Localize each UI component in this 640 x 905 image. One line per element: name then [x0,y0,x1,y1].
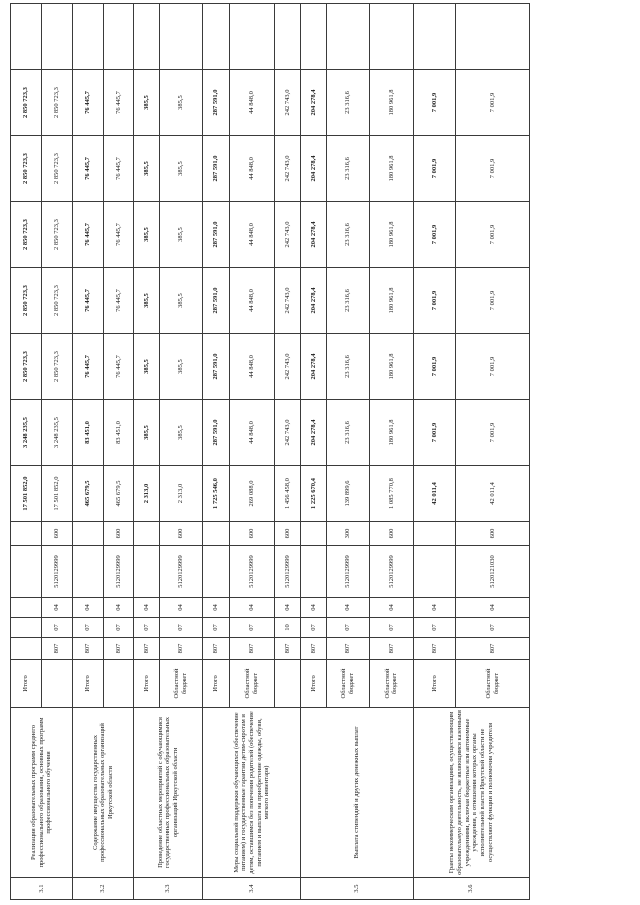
year-amount-cell: 7 001,9 [413,136,456,202]
year-amount-cell: 3 248 235,5 [41,400,72,466]
year-amount-cell: 7 001,9 [413,334,456,400]
margin-cell [301,4,326,70]
rotated-table-sheet [10,0,530,900]
year-amount-cell: 23 316,6 [326,334,370,400]
total-amount-cell: 1 725 546,0 [203,466,229,522]
expense-type-cell: 600 [103,522,134,546]
year-amount-cell: 44 848,0 [229,70,274,136]
funding-source-cell: Областной бюджет [326,660,370,708]
year-amount-cell: 2 850 723,3 [41,334,72,400]
table-row [301,0,326,900]
subsection-cell: 04 [326,598,370,618]
year-amount-cell: 2 850 723,3 [41,268,72,334]
year-amount-cell: 385,5 [134,70,159,136]
year-amount-cell: 2 850 723,3 [11,70,42,136]
row-number-cell: 3.2 [72,878,134,900]
year-amount-cell: 23 316,6 [326,400,370,466]
year-amount-cell: 385,5 [159,268,203,334]
section-cell: 07 [72,618,103,638]
measure-name-cell: Реализация образовательных программ среднего профессионального образования, основных программ профессионального обучения [11,708,73,878]
total-amount-cell: 465 679,5 [72,466,103,522]
year-amount-cell: 204 278,4 [301,70,326,136]
year-amount-cell: 2 850 723,3 [41,202,72,268]
grbs-cell: 807 [370,638,414,660]
year-amount-cell: 76 445,7 [103,136,134,202]
expense-type-cell: 600 [159,522,203,546]
measure-name-cell: Меры социальной поддержки обучающихся (обеспечение питанием) и государственные гарантии детям-сиротам и детям, оставшимся без попечения родителей (обеспечение питанием и выплата на приобретение одежды, обуви, мягкого инвентаря) [203,708,301,878]
year-amount-cell: 44 848,0 [229,334,274,400]
total-amount-cell: 2 313,0 [159,466,203,522]
grbs-cell: 807 [229,638,274,660]
year-amount-cell: 76 445,7 [72,334,103,400]
total-amount-cell: 17 501 852,0 [11,466,42,522]
year-amount-cell: 23 316,6 [326,268,370,334]
year-amount-cell: 76 445,7 [103,334,134,400]
year-amount-cell: 385,5 [159,400,203,466]
measure-name-cell: Выплата стипендий и других денежных выплат [301,708,413,878]
funding-source-cell: Областной бюджет [456,660,530,708]
year-amount-cell: 287 591,0 [203,268,229,334]
measure-name-cell: Содержание имущества государственных профессиональных образовательных организаций Иркутской области [72,708,134,878]
year-amount-cell: 7 001,9 [456,136,530,202]
table-row [413,0,456,900]
margin-cell [456,4,530,70]
year-amount-cell: 242 743,0 [274,136,300,202]
grbs-cell: 807 [326,638,370,660]
grbs-cell [11,638,42,660]
year-amount-cell: 76 445,7 [72,268,103,334]
year-amount-cell: 83 451,0 [103,400,134,466]
year-amount-cell: 385,5 [134,136,159,202]
target-article-cell: 5120121030 [456,546,530,598]
year-amount-cell: 242 743,0 [274,334,300,400]
target-article-cell: 5120129999 [229,546,274,598]
total-amount-cell: 1 085 770,8 [370,466,414,522]
year-amount-cell: 76 445,7 [72,136,103,202]
grbs-cell: 807 [203,638,229,660]
measure-name-cell: Гранты некоммерческим организациям, осуществляющим образовательную деятельность, не являющимся казенными учреждениями, включая бюджетные или автономные учреждения, в отношении которых органы исполнительной власти Иркутской области не осуществляют функции и полномочия учредителя [413,708,529,878]
subsection-cell: 04 [274,598,300,618]
margin-cell [326,4,370,70]
funding-source-cell [41,660,72,708]
year-amount-cell: 76 445,7 [103,70,134,136]
year-amount-cell: 180 961,8 [370,334,414,400]
table-row [72,0,103,900]
year-amount-cell: 385,5 [134,400,159,466]
expense-type-cell [203,522,229,546]
section-cell: 07 [229,618,274,638]
margin-cell [11,4,42,70]
expense-type-cell: 600 [229,522,274,546]
budget-table-body [11,0,530,900]
row-number-cell: 3.1 [11,878,73,900]
target-article-cell: 5120129999 [159,546,203,598]
expense-type-cell [11,522,42,546]
year-amount-cell: 7 001,9 [456,400,530,466]
total-amount-cell: 42 011,4 [413,466,456,522]
expense-type-cell: 600 [370,522,414,546]
total-amount-cell: 269 088,0 [229,466,274,522]
target-article-cell [203,546,229,598]
year-amount-cell: 204 278,4 [301,334,326,400]
target-article-cell: 5120129999 [274,546,300,598]
year-amount-cell: 76 445,7 [72,202,103,268]
total-amount-cell: 465 679,5 [103,466,134,522]
section-cell: 07 [301,618,326,638]
year-amount-cell: 204 278,4 [301,136,326,202]
margin-cell [72,4,103,70]
funding-source-cell: Итого [413,660,456,708]
expense-type-cell: 600 [274,522,300,546]
year-amount-cell: 385,5 [159,136,203,202]
total-amount-cell: 1 456 458,0 [274,466,300,522]
grbs-cell: 807 [134,638,159,660]
margin-cell [203,4,229,70]
year-amount-cell: 385,5 [159,202,203,268]
year-amount-cell: 2 850 723,3 [41,136,72,202]
expense-type-cell [134,522,159,546]
subsection-cell [11,598,42,618]
year-amount-cell: 2 850 723,3 [11,268,42,334]
total-amount-cell: 42 011,4 [456,466,530,522]
year-amount-cell: 44 848,0 [229,136,274,202]
target-article-cell [413,546,456,598]
section-cell [11,618,42,638]
year-amount-cell: 76 445,7 [72,70,103,136]
year-amount-cell: 385,5 [134,202,159,268]
year-amount-cell: 242 743,0 [274,202,300,268]
margin-cell [41,4,72,70]
margin-cell [159,4,203,70]
year-amount-cell: 7 001,9 [413,400,456,466]
subsection-cell: 04 [159,598,203,618]
funding-source-cell: Итого [72,660,103,708]
funding-source-cell: Областной бюджет [229,660,274,708]
margin-cell [370,4,414,70]
funding-source-cell: Итого [203,660,229,708]
total-amount-cell: 17 501 852,0 [41,466,72,522]
grbs-cell: 807 [274,638,300,660]
year-amount-cell: 23 316,6 [326,136,370,202]
total-amount-cell: 1 225 670,4 [301,466,326,522]
year-amount-cell: 7 001,9 [456,70,530,136]
year-amount-cell: 242 743,0 [274,400,300,466]
year-amount-cell: 385,5 [159,70,203,136]
year-amount-cell: 204 278,4 [301,202,326,268]
year-amount-cell: 23 316,6 [326,70,370,136]
year-amount-cell: 2 850 723,3 [41,70,72,136]
section-cell: 07 [103,618,134,638]
row-number-cell: 3.5 [301,878,413,900]
year-amount-cell: 2 850 723,3 [11,202,42,268]
funding-source-cell: Итого [11,660,42,708]
margin-cell [274,4,300,70]
year-amount-cell: 180 961,8 [370,268,414,334]
year-amount-cell: 7 001,9 [456,202,530,268]
funding-source-cell: Итого [301,660,326,708]
expense-type-cell [301,522,326,546]
year-amount-cell: 180 961,8 [370,202,414,268]
margin-cell [134,4,159,70]
year-amount-cell: 287 591,0 [203,70,229,136]
year-amount-cell: 242 743,0 [274,70,300,136]
subsection-cell: 04 [370,598,414,618]
subsection-cell: 04 [41,598,72,618]
margin-cell [103,4,134,70]
total-amount-cell: 2 313,0 [134,466,159,522]
year-amount-cell: 180 961,8 [370,70,414,136]
target-article-cell [134,546,159,598]
row-number-cell: 3.6 [413,878,529,900]
year-amount-cell: 3 248 235,5 [11,400,42,466]
grbs-cell: 807 [413,638,456,660]
subsection-cell: 04 [103,598,134,618]
target-article-cell: 5120129999 [370,546,414,598]
target-article-cell [11,546,42,598]
target-article-cell: 5120129999 [41,546,72,598]
year-amount-cell: 44 848,0 [229,202,274,268]
row-number-cell: 3.4 [203,878,301,900]
year-amount-cell: 287 591,0 [203,202,229,268]
section-cell: 07 [413,618,456,638]
section-cell: 07 [159,618,203,638]
total-amount-cell: 139 899,6 [326,466,370,522]
funding-source-cell [274,660,300,708]
budget-table [10,0,530,900]
expense-type-cell: 600 [456,522,530,546]
row-number-cell: 3.3 [134,878,203,900]
year-amount-cell: 83 451,0 [72,400,103,466]
funding-source-cell: Итого [134,660,159,708]
grbs-cell: 807 [41,638,72,660]
section-cell: 07 [134,618,159,638]
table-row [11,0,42,900]
year-amount-cell: 204 278,4 [301,268,326,334]
year-amount-cell: 242 743,0 [274,268,300,334]
funding-source-cell: Областной бюджет [370,660,414,708]
year-amount-cell: 287 591,0 [203,136,229,202]
subsection-cell: 04 [203,598,229,618]
year-amount-cell: 76 445,7 [103,202,134,268]
margin-cell [229,4,274,70]
year-amount-cell: 180 961,8 [370,400,414,466]
table-row [203,0,229,900]
subsection-cell: 04 [72,598,103,618]
target-article-cell [72,546,103,598]
margin-cell [413,4,456,70]
year-amount-cell: 44 848,0 [229,268,274,334]
year-amount-cell: 7 001,9 [413,202,456,268]
year-amount-cell: 2 850 723,3 [11,334,42,400]
subsection-cell: 04 [134,598,159,618]
grbs-cell: 807 [456,638,530,660]
subsection-cell: 04 [229,598,274,618]
year-amount-cell: 7 001,9 [413,268,456,334]
section-cell: 10 [274,618,300,638]
grbs-cell: 807 [72,638,103,660]
year-amount-cell: 287 591,0 [203,400,229,466]
funding-source-cell [103,660,134,708]
funding-source-cell: Областной бюджет [159,660,203,708]
expense-type-cell [72,522,103,546]
table-row [134,0,159,900]
target-article-cell: 5120129999 [103,546,134,598]
section-cell: 07 [203,618,229,638]
year-amount-cell: 7 001,9 [413,70,456,136]
year-amount-cell: 7 001,9 [456,268,530,334]
section-cell: 07 [456,618,530,638]
year-amount-cell: 385,5 [134,268,159,334]
year-amount-cell: 23 316,6 [326,202,370,268]
target-article-cell [301,546,326,598]
grbs-cell: 807 [159,638,203,660]
target-article-cell: 5120129999 [326,546,370,598]
year-amount-cell: 7 001,9 [456,334,530,400]
year-amount-cell: 287 591,0 [203,334,229,400]
year-amount-cell: 2 850 723,3 [11,136,42,202]
subsection-cell: 04 [456,598,530,618]
section-cell: 07 [41,618,72,638]
year-amount-cell: 385,5 [159,334,203,400]
year-amount-cell: 76 445,7 [103,268,134,334]
measure-name-cell: Проведение областных мероприятий с обучающимися государственных профессиональных образовательных организаций Иркутской области [134,708,203,878]
year-amount-cell: 180 961,8 [370,136,414,202]
expense-type-cell: 600 [41,522,72,546]
grbs-cell: 807 [103,638,134,660]
year-amount-cell: 44 848,0 [229,400,274,466]
subsection-cell: 04 [301,598,326,618]
expense-type-cell: 300 [326,522,370,546]
section-cell: 07 [370,618,414,638]
subsection-cell: 04 [413,598,456,618]
expense-type-cell [413,522,456,546]
year-amount-cell: 204 278,4 [301,400,326,466]
grbs-cell: 807 [301,638,326,660]
section-cell: 07 [326,618,370,638]
year-amount-cell: 385,5 [134,334,159,400]
